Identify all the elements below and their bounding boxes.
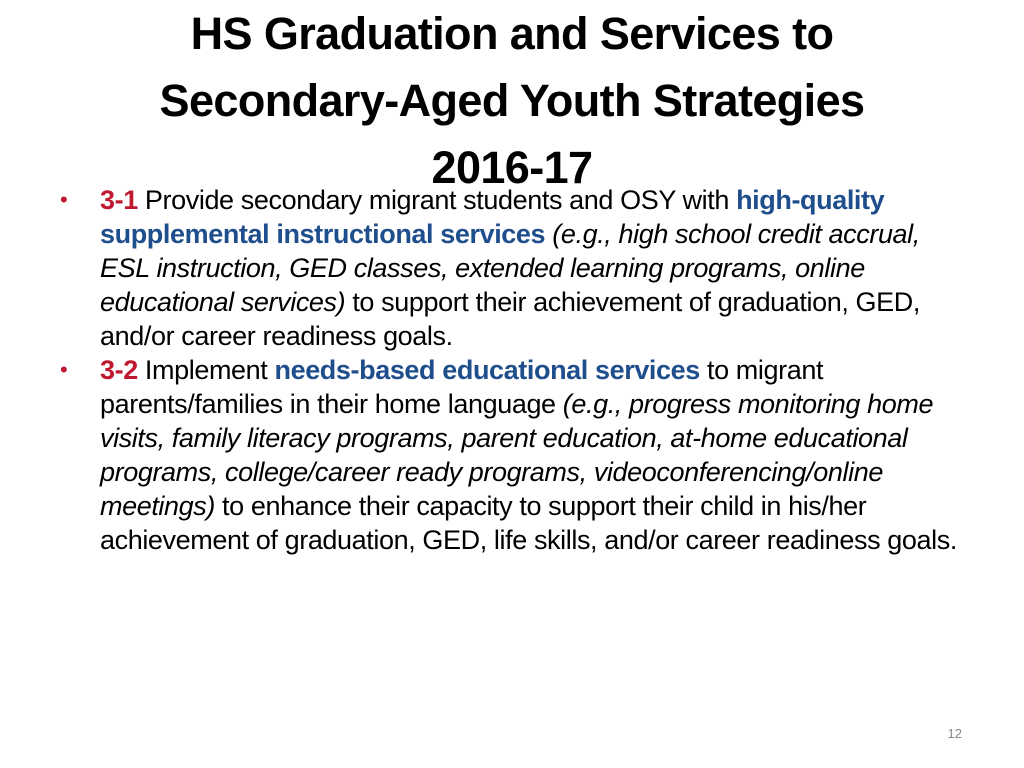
strategy-text: to enhance their capacity to support their child in his/her achievement of graduation, GED, life skills, and/or career readiness goals. <box>100 491 957 555</box>
strategy-examples: (e.g., high school credit accrual, ESL instruction, GED classes, extended learning programs, online educational services) <box>100 219 920 317</box>
bullet-dot-icon: • <box>60 357 68 382</box>
strategy-text: to migrant parents/families in their home language <box>100 355 824 419</box>
page-number: 12 <box>947 726 962 741</box>
bullet-dot-icon: • <box>60 187 68 212</box>
strategy-examples: (e.g., progress monitoring home visits, family literacy programs, parent education, at-home educational programs, college/career ready programs, videoconferencing/online meetings) <box>100 389 934 521</box>
strategy-number: 3-2 <box>100 355 138 385</box>
title-line-2: Secondary-Aged Youth Strategies <box>159 75 865 126</box>
title-line-1: HS Graduation and Services to <box>190 8 834 59</box>
slide-title <box>60 0 964 201</box>
strategy-text: Provide secondary migrant students and OSY with <box>137 185 737 215</box>
strategy-emphasis: needs-based educational services <box>274 355 700 385</box>
strategy-item-3-1 <box>56 183 976 353</box>
strategy-emphasis: high-quality supplemental instructional services <box>100 185 885 249</box>
strategy-text: to support their achievement of graduation, GED, and/or career readiness goals. <box>100 287 920 351</box>
strategy-number: 3-1 <box>100 185 138 215</box>
strategy-item-3-2 <box>56 353 976 557</box>
strategy-list <box>56 183 976 557</box>
title-line-3: 2016-17 <box>431 142 593 193</box>
strategy-text: Implement <box>137 355 275 385</box>
